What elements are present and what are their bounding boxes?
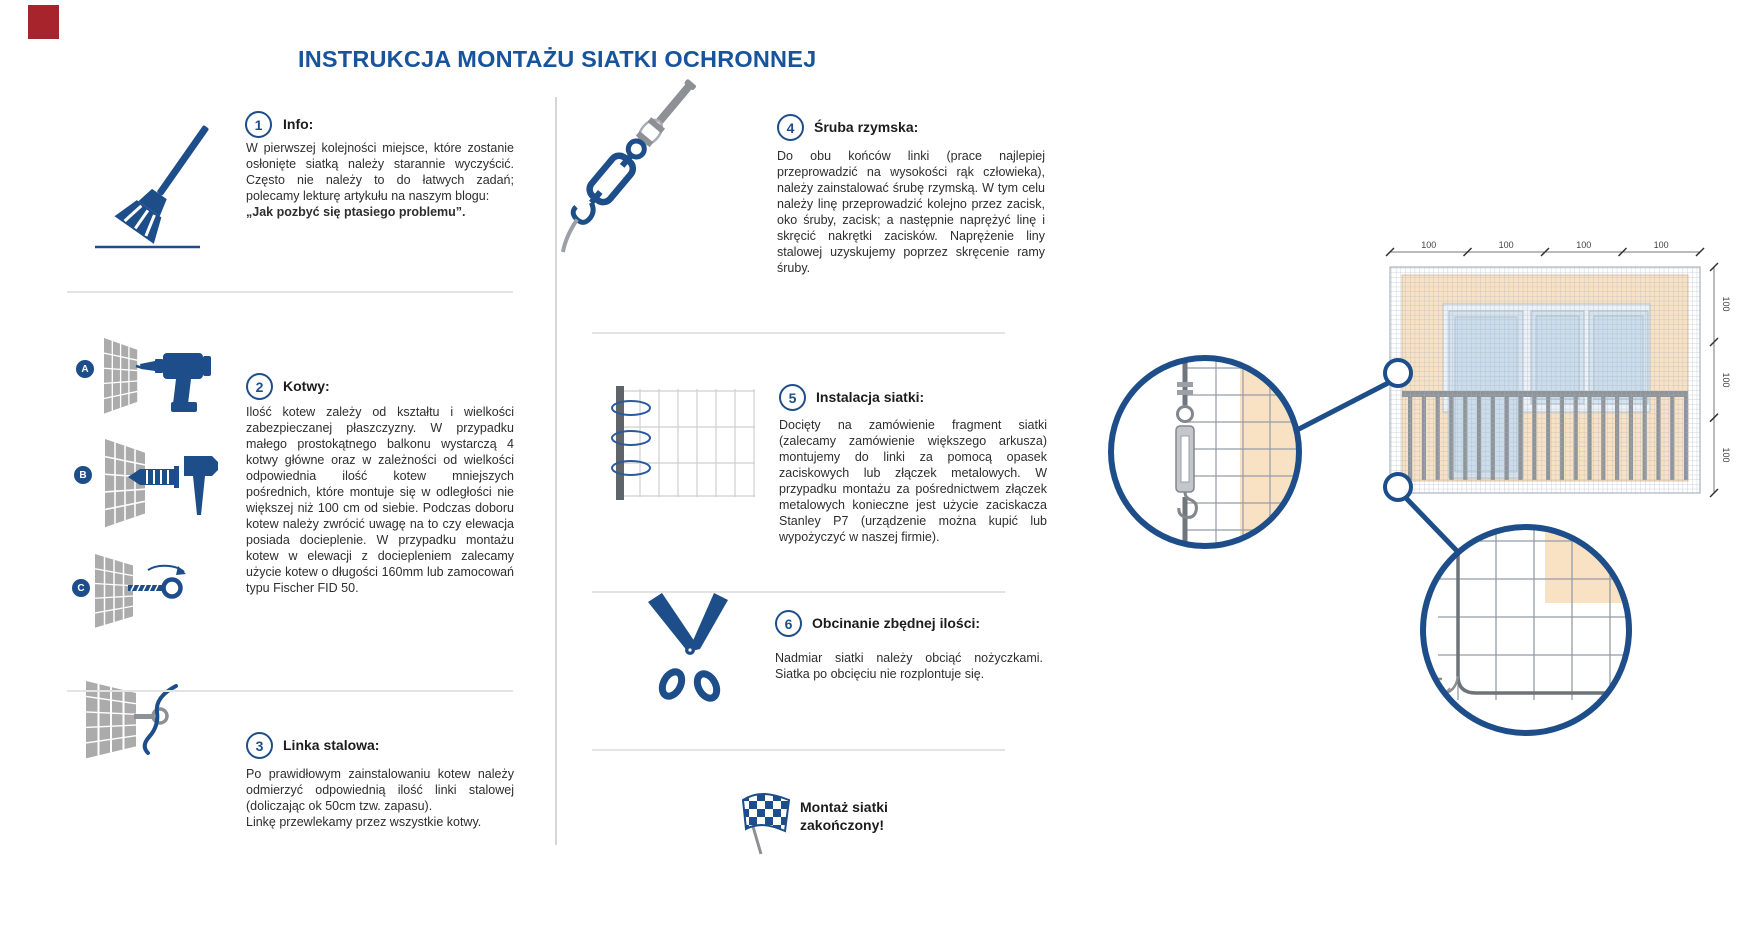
- logo-mark: [28, 5, 59, 39]
- svg-text:100: 100: [1653, 240, 1669, 250]
- cable-anchor-illustration: [86, 681, 176, 758]
- svg-text:100: 100: [1721, 372, 1731, 388]
- leader-line: [1405, 497, 1457, 551]
- net-mesh-overlay: [1390, 267, 1700, 493]
- column-divider: [555, 97, 557, 845]
- step-heading-obcinanie: Obcinanie zbędnej ilości:: [812, 615, 981, 631]
- step-number-5: 5: [779, 384, 806, 411]
- step-heading-info: Info:: [283, 116, 314, 132]
- svg-text:100: 100: [1576, 240, 1592, 250]
- badge-a: A: [76, 360, 94, 378]
- step-body-obcinanie: Nadmiar siatki należy obciąć nożyczkami. Siatka po obcięciu nie rozplontuje się.: [775, 651, 1043, 681]
- step-heading-kotwy: Kotwy:: [283, 378, 330, 394]
- balcony-elevation: [1297, 240, 1731, 551]
- eye-anchor-icon: [128, 566, 186, 597]
- svg-text:100: 100: [1498, 240, 1514, 250]
- turnbuckle-icon: [546, 75, 701, 254]
- section-divider: [67, 690, 513, 692]
- net-ties-icon: [612, 386, 755, 500]
- step-body-instalacja: Docięty na zamówienie fragment siatki (zalecamy zamówienie większego arkusza) montujemy do linki za pomocą opasek zaciskowych lub złączek metalowych. W przypadku montażu za pośrednictwem złączek metalowych konieczne jest użycie zaciskacza Stanley P7 (urządzenie można kupić lub wypożyczyć w naszej firmie).: [779, 418, 1047, 544]
- step-body-linka: Po prawidłowym zainstalowaniu kotew należy odmierzyć odpowiednią ilość linki stalowej (doliczając ok 50cm tzw. zapasu). Linkę przewlekamy przez wszystkie kotwy.: [246, 767, 514, 829]
- step-number-3: 3: [246, 732, 273, 759]
- drill-icon: [136, 353, 211, 412]
- dimension-line-top: [1386, 240, 1704, 256]
- cable-anchor-icon: [134, 686, 176, 753]
- svg-text:100: 100: [1721, 296, 1731, 312]
- step-body-info: W pierwszej kolejności miejsce, które zostanie osłonięte siatką należy starannie wyczyścić. Często nie należy to do łatwych zadań; polecamy lekturę artykułu na naszym blogu: „Jak pozbyć się ptasiego problemu”.: [246, 141, 514, 219]
- callout-circle: [1385, 474, 1411, 500]
- svg-text:100: 100: [1421, 240, 1437, 250]
- checkered-flag-icon: [738, 790, 797, 854]
- callout-circle: [1385, 360, 1411, 386]
- wall-anchor-illustration: [95, 554, 186, 628]
- section-divider: [592, 591, 1005, 593]
- step-heading-sruba: Śruba rzymska:: [814, 119, 919, 135]
- section-divider: [592, 749, 1005, 751]
- wall-drill-illustration: [104, 338, 211, 414]
- blog-quote: „Jak pozbyć się ptasiego problemu”.: [246, 205, 466, 219]
- section-divider: [592, 332, 1005, 334]
- step-heading-instalacja: Instalacja siatki:: [816, 389, 925, 405]
- badge-b: B: [74, 466, 92, 484]
- broom-icon: [95, 113, 226, 247]
- step-number-6: 6: [775, 610, 802, 637]
- step-number-2: 2: [246, 373, 273, 400]
- step-heading-linka: Linka stalowa:: [283, 737, 380, 753]
- scissors-icon: [648, 593, 728, 701]
- wall-plug-illustration: [105, 439, 218, 527]
- finish-note: Montaż siatki zakończony!: [800, 799, 888, 834]
- step-number-4: 4: [777, 114, 804, 141]
- dimension-line-right: [1710, 263, 1731, 497]
- step-body-sruba: Do obu końców linki (prace najlepiej przeprowadzić na wysokości rąk człowieka), należy zainstalować śrubę rzymską. W tym celu należy linę przeprowadzić kolejno przez zacisk, oko śruby, zacisk; a następnie naprężyć linę i skręcić nakrętki zacisków. Naprężenie liny stalowej uzyskujemy poprzez skręcenie ramy śruby.: [777, 149, 1045, 275]
- step-body-kotwy: Ilość kotew zależy od kształtu i wielkości zabezpieczanej płaszczyzny. W przypadku małego prostokątnego balkonu wystarczą 4 kotwy główne oraz w zależności od wielkości odpowiednia ilość kotew mniejszych pośrednich, które montuje się w odległości nie większej niż 100 cm od siebie. Podczas doboru kotew należy zwrócić uwagę na to czy elewacja posiada docieplenie. W przypadku montażu kotew w elewacji z dociepleniem zalecamy użycie kotew o długości 160mm lub zamocowań typu Fischer FID 50.: [246, 405, 514, 595]
- badge-c: C: [72, 579, 90, 597]
- svg-text:100: 100: [1721, 447, 1731, 463]
- detail-circle-turnbuckle: [1111, 352, 1306, 554]
- leader-line: [1297, 382, 1390, 430]
- page-title: INSTRUKCJA MONTAŻU SIATKI OCHRONNEJ: [298, 46, 817, 72]
- step-number-1: 1: [245, 111, 272, 138]
- section-divider: [67, 291, 513, 293]
